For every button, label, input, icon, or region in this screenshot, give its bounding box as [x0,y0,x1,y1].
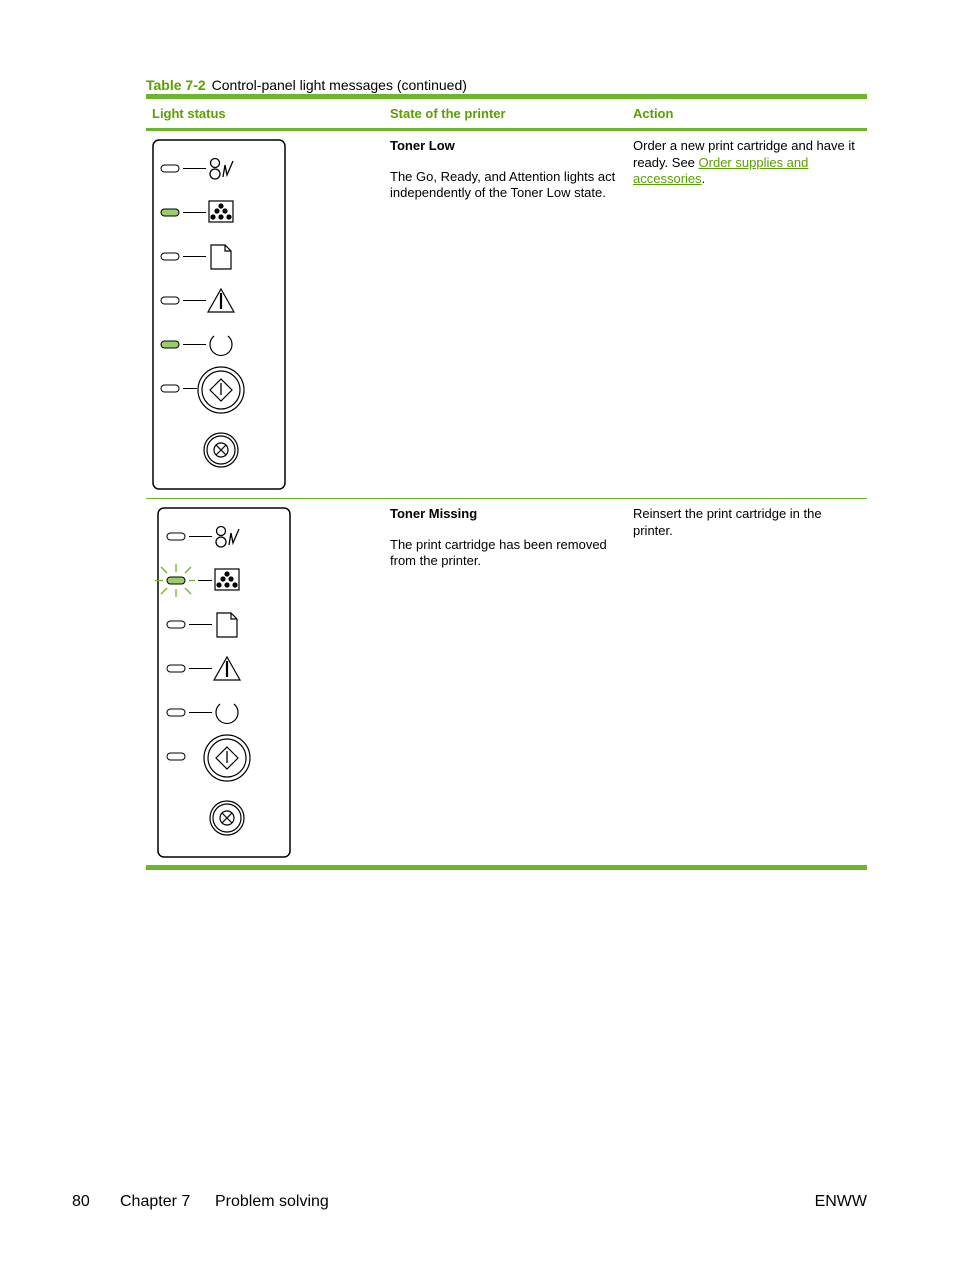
toner-light-row [161,201,233,222]
ready-led [167,709,185,716]
jam-led [167,533,185,540]
state-cell [390,131,633,498]
jam-light-row [167,527,239,548]
go-led [161,385,179,392]
action-text: Reinsert the print cartridge in the printer. [633,506,822,538]
toner-light-row [155,564,239,597]
attention-led [167,665,185,672]
attention-light-row [161,289,234,312]
paper-light-row [167,613,237,637]
state-description: The print cartridge has been removed from the printer. [390,537,607,568]
control-panel-table [146,94,867,870]
paper-icon [211,245,231,269]
footer-brand: ENWW [814,1193,867,1210]
ready-icon [216,704,238,723]
warning-icon [208,289,234,312]
page-number: 80 [72,1193,90,1210]
warning-icon [214,657,240,680]
toner-led [161,209,179,216]
paper-jam-icon [210,159,233,180]
action-cell [633,499,867,865]
bottom-rule [146,865,867,870]
jam-led [161,165,179,172]
go-light-row [161,367,244,413]
table-title: Control-panel light messages (continued) [211,77,467,93]
toner-led [167,577,185,584]
toner-icon [215,569,239,590]
cancel-button-icon [204,433,238,467]
order-supplies-link[interactable]: Order supplies and accessories [633,154,809,186]
header-light-status: Light status [152,106,226,121]
go-light-row [167,735,250,781]
paper-icon [217,613,237,637]
toner-icon [209,201,233,222]
cancel-button-icon [210,801,244,835]
ready-light-row [167,704,238,723]
header-state: State of the printer [390,106,506,121]
light-status-cell [146,131,390,498]
attention-light-row [167,657,240,680]
go-led [167,753,185,760]
ready-led [161,341,179,348]
header-action: Action [633,106,674,121]
state-title: Toner Missing [390,506,478,521]
action-cell [633,131,867,498]
light-status-cell [146,499,390,865]
go-button-icon [198,367,244,413]
state-description: The Go, Ready, and Attention lights act independently of the Toner Low state. [390,169,616,200]
state-cell [390,499,633,865]
footer-section: Problem solving [215,1193,329,1210]
paper-light-row [161,245,231,269]
action-text-end: . [701,171,706,186]
table-row [146,131,867,498]
attention-led [161,297,179,304]
table-row [146,499,867,865]
table-number: Table 7-2 [146,77,206,93]
control-panel-diagram [152,507,292,859]
ready-light-row [161,336,232,355]
jam-light-row [161,159,233,180]
footer-chapter: Chapter 7 [120,1193,191,1210]
table-header [146,99,867,128]
ready-icon [210,336,232,355]
go-button-icon [204,735,250,781]
control-panel-diagram [152,139,287,491]
paper-led [167,621,185,628]
state-title: Toner Low [390,138,455,153]
paper-jam-icon [216,527,239,548]
paper-led [161,253,179,260]
table-caption [146,77,467,93]
action-text: Order a new print cartridge and have it ready. See [633,138,855,170]
